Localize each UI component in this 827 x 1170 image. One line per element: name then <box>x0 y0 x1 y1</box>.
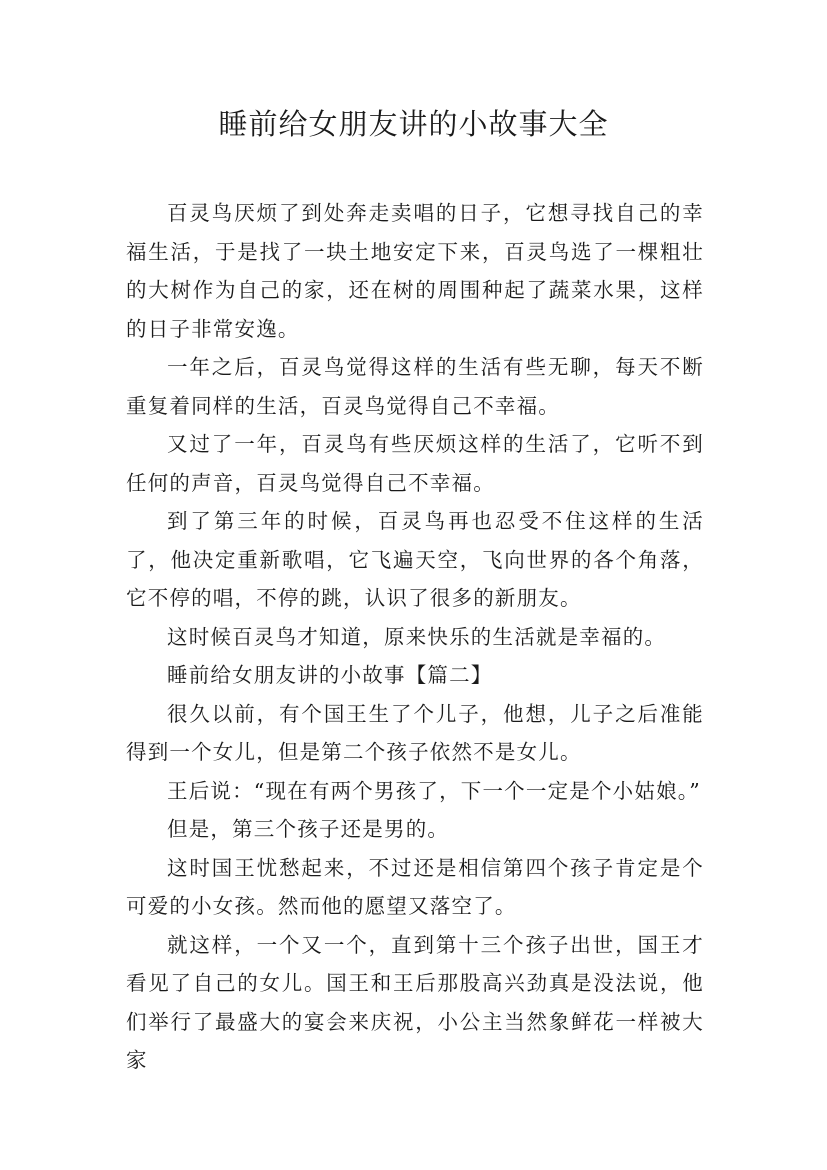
paragraph-7: 王后说：“现在有两个男孩了，下一个一定是个小姑娘。” <box>167 778 701 803</box>
paragraph-4: 到了第三年的时候，百灵鸟再也忍受不住这样的生活了，他决定重新歌唱，它飞遍天空，飞向世界的各个角落，它不停的唱，不停的跳，认识了很多的新朋友。 <box>126 509 704 610</box>
document-body <box>126 194 704 1080</box>
paragraph-8: 但是，第三个孩子还是男的。 <box>167 817 450 841</box>
paragraph-3: 又过了一年，百灵鸟有些厌烦这样的生活了，它听不到任何的声音，百灵鸟觉得自己不幸福。 <box>126 432 704 495</box>
paragraph-10: 就这样，一个又一个，直到第十三个孩子出世，国王才看见了自己的女儿。国王和王后那股高兴劲真是没法说，他们举行了最盛大的宴会来庆祝，小公主当然象鲜花一样被大家 <box>126 932 704 1072</box>
paragraph-2: 一年之后，百灵鸟觉得这样的生活有些无聊，每天不断重复着同样的生活，百灵鸟觉得自己不幸福。 <box>126 355 704 418</box>
paragraph-1: 百灵鸟厌烦了到处奔走卖唱的日子，它想寻找自己的幸福生活，于是找了一块土地安定下来，百灵鸟选了一棵粗壮的大树作为自己的家，还在树的周围种起了蔬菜水果，这样的日子非常安逸。 <box>126 201 704 341</box>
document-title: 睡前给女朋友讲的小故事大全 <box>218 107 609 141</box>
paragraph-5: 这时候百灵鸟才知道，原来快乐的生活就是幸福的。 <box>167 624 667 649</box>
paragraph-9: 这时国王忧愁起来，不过还是相信第四个孩子肯定是个可爱的小女孩。然而他的愿望又落空了。 <box>126 855 704 918</box>
section-heading-2: 睡前给女朋友讲的小故事【篇二】 <box>167 663 493 687</box>
paragraph-6: 很久以前，有个国王生了个儿子，他想，儿子之后准能得到一个女儿，但是第二个孩子依然不是女儿。 <box>126 701 704 764</box>
